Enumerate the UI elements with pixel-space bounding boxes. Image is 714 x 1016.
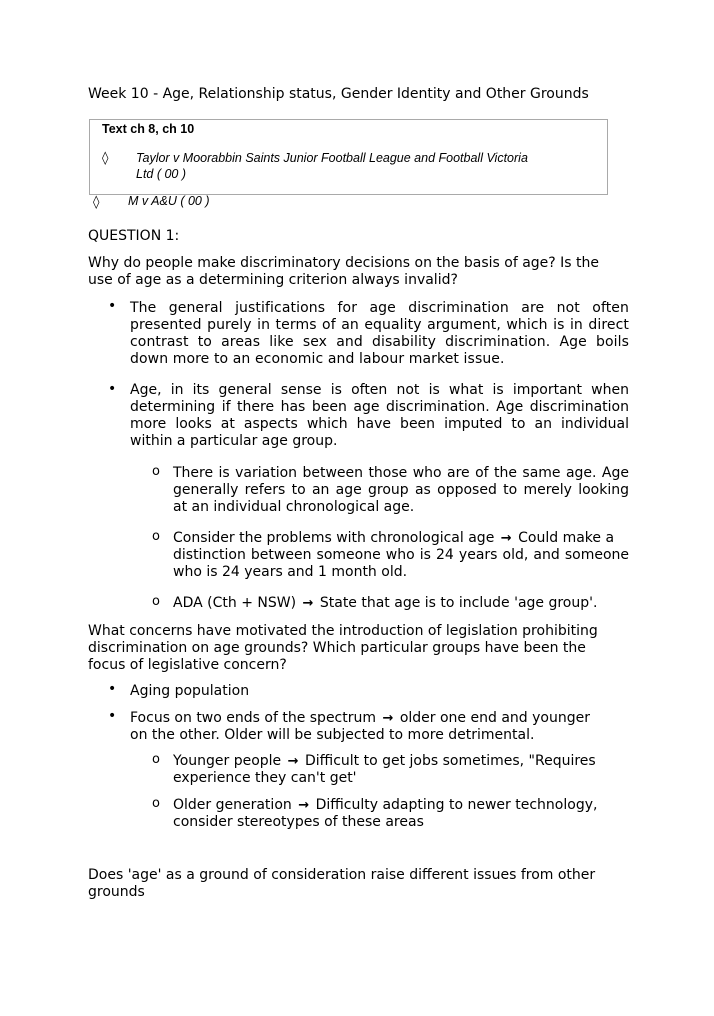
question-text <box>88 867 595 901</box>
bullet-icon: • <box>108 708 117 724</box>
question-line: grounds <box>88 884 145 900</box>
sub-bullet-text: Difficulty adapting to newer technology, <box>315 797 598 813</box>
answer-sub-bullet <box>173 753 596 787</box>
question-heading: QUESTION 1: <box>88 228 180 244</box>
answer-sub-bullet <box>173 595 597 612</box>
bullet-text: Focus on two ends of the spectrum <box>130 710 377 726</box>
answer-sub-bullet <box>173 530 633 581</box>
sub-bullet-text: State that age is to include 'age group'. <box>319 595 598 611</box>
sub-bullet-icon: o <box>152 752 160 767</box>
case-citation-taylor <box>136 150 528 182</box>
case-citation-line: Taylor v Moorabbin Saints Junior Football League and Football Victoria <box>136 151 528 165</box>
sub-bullet-text: distinction between someone who is 24 years old, and someone who is 24 years and 1 month old. <box>173 547 629 580</box>
diamond-bullet-icon: ◊ <box>93 195 100 210</box>
question-text <box>88 255 599 289</box>
sub-bullet-text: Older generation <box>173 797 292 813</box>
sub-bullet-icon: o <box>152 464 160 479</box>
question-line: Does 'age' as a ground of consideration raise different issues from other <box>88 867 596 883</box>
case-citation-mva: M v A&U ( 00 ) <box>128 194 210 208</box>
bullet-icon: • <box>108 381 117 397</box>
readings-heading: Text ch 8, ch 10 <box>102 122 195 136</box>
answer-sub-bullet: There is variation between those who are of the same age. Age generally refers to an age group as opposed to merely looking at an individual chronological age. <box>173 465 629 515</box>
question-line: Why do people make discriminatory decisions on the basis of age? Is the <box>88 255 599 271</box>
page-title: Week 10 - Age, Relationship status, Gender Identity and Other Grounds <box>88 86 589 102</box>
bullet-icon: • <box>108 681 117 697</box>
answer-bullet <box>130 710 590 744</box>
arrow-right-icon: → <box>382 711 394 726</box>
sub-bullet-icon: o <box>152 796 160 811</box>
question-line: What concerns have motivated the introduction of legislation prohibiting <box>88 623 598 639</box>
diamond-bullet-icon: ◊ <box>102 151 109 166</box>
answer-bullet: The general justifications for age discrimination are not often presented purely in terms of an equality argument, which is in direct contrast to areas like sex and disability discrimination. Age boils down more to an economic and labour market issue. <box>130 300 629 367</box>
case-citation-line: Ltd ( 00 ) <box>136 167 187 181</box>
sub-bullet-text: experience they can't get' <box>173 770 357 786</box>
sub-bullet-text: consider stereotypes of these areas <box>173 814 424 830</box>
sub-bullet-text: Consider the problems with chronological age <box>173 530 495 546</box>
question-line: use of age as a determining criterion always invalid? <box>88 272 458 288</box>
sub-bullet-text: Difficult to get jobs sometimes, "Requires <box>304 753 596 769</box>
question-line: focus of legislative concern? <box>88 657 287 673</box>
arrow-right-icon: → <box>287 754 299 769</box>
arrow-right-icon: → <box>302 596 314 611</box>
answer-bullet: Age, in its general sense is often not is what is important when determining if there has been age discrimination. Age discrimination more looks at aspects which have been imputed to an individual within a particular age group. <box>130 382 629 449</box>
question-text <box>88 623 598 674</box>
sub-bullet-text: Younger people <box>173 753 282 769</box>
arrow-right-icon: → <box>298 798 310 813</box>
bullet-text: older one end and younger <box>399 710 590 726</box>
sub-bullet-icon: o <box>152 529 160 544</box>
bullet-text: on the other. Older will be subjected to more detrimental. <box>130 727 535 743</box>
arrow-right-icon: → <box>500 531 512 546</box>
answer-sub-bullet <box>173 797 597 831</box>
sub-bullet-text: Could make a <box>518 530 615 546</box>
bullet-icon: • <box>108 298 117 314</box>
question-line: discrimination on age grounds? Which particular groups have been the <box>88 640 586 656</box>
sub-bullet-icon: o <box>152 594 160 609</box>
answer-bullet: Aging population <box>130 683 250 699</box>
sub-bullet-text: ADA (Cth + NSW) <box>173 595 297 611</box>
